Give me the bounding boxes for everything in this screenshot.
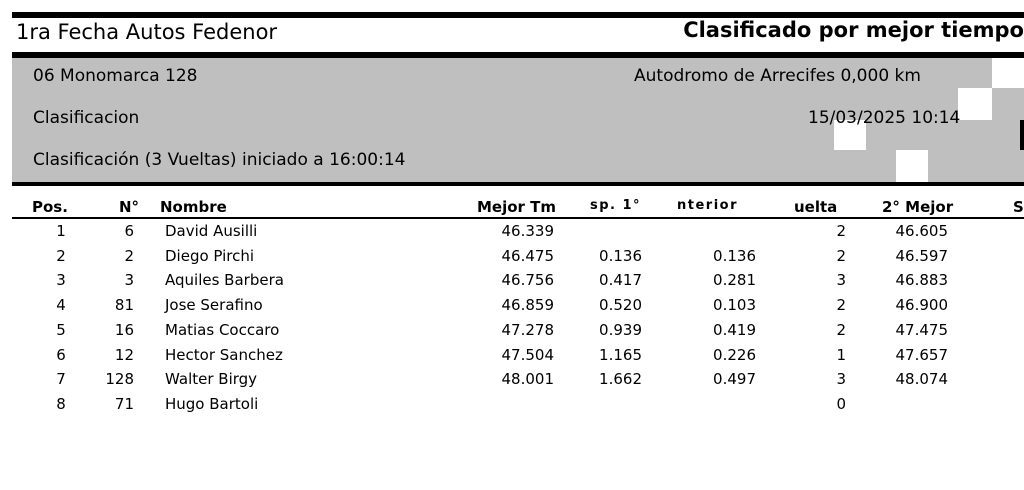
cell-name: Jose Serafino — [165, 296, 263, 315]
cell-num: 3 — [124, 271, 134, 290]
cell-best: 47.504 — [501, 345, 554, 364]
cell-lap: 3 — [836, 271, 846, 290]
cell-num: 128 — [105, 370, 134, 389]
cell-difprev: 0.497 — [713, 370, 756, 389]
cell-lap: 1 — [836, 345, 846, 364]
cell-pos: 3 — [56, 271, 66, 290]
col-header-difprev: nterior — [677, 198, 738, 213]
cell-dif1: 1.165 — [599, 345, 642, 364]
cell-pos: 7 — [56, 370, 66, 389]
cell-second: 46.605 — [895, 222, 948, 240]
col-header-second: 2° Mejor — [882, 198, 954, 216]
header-underline — [12, 217, 1024, 219]
cell-lap: 2 — [836, 222, 846, 240]
cell-difprev: 0.136 — [713, 246, 756, 265]
cell-lap: 3 — [836, 370, 846, 389]
cell-name: Diego Pirchi — [165, 246, 255, 265]
session-label: Clasificacion — [33, 108, 140, 128]
table-row — [0, 296, 1024, 320]
cell-name: David Ausilli — [165, 222, 258, 240]
cell-lap: 2 — [836, 296, 846, 315]
checkered-flag-square — [958, 88, 992, 120]
table-row — [0, 247, 1024, 271]
cell-best: 47.278 — [501, 320, 554, 339]
cell-lap: 2 — [836, 246, 846, 265]
col-header-lap: uelta — [794, 198, 838, 216]
cell-best: 46.859 — [501, 296, 554, 315]
cell-second: 47.657 — [895, 345, 948, 364]
cell-difprev: 0.419 — [713, 320, 756, 339]
panel-rule — [12, 182, 1024, 186]
cell-num: 81 — [114, 296, 134, 315]
session-detail: Clasificación (3 Vueltas) iniciado a 16:00:14 — [33, 150, 406, 170]
cell-second: 46.883 — [895, 271, 948, 290]
cell-dif1: 0.417 — [599, 271, 642, 290]
cell-lap: 2 — [836, 320, 846, 339]
checkered-flag-icon — [992, 58, 1024, 88]
col-header-num: N° — [119, 198, 140, 216]
cell-difprev: 0.103 — [713, 296, 756, 315]
cell-pos: 2 — [56, 246, 66, 265]
checkered-flag-square — [1020, 120, 1024, 150]
cell-second: 48.074 — [895, 370, 948, 389]
cell-name: Hector Sanchez — [165, 345, 283, 364]
cell-best: 48.001 — [501, 370, 554, 389]
cell-pos: 5 — [56, 320, 66, 339]
cell-best: 46.756 — [501, 271, 554, 290]
table-row — [0, 370, 1024, 394]
cell-dif1: 0.136 — [599, 246, 642, 265]
cell-num: 71 — [114, 394, 134, 413]
table-row — [0, 271, 1024, 295]
cell-num: 16 — [114, 320, 134, 339]
page-title: 1ra Fecha Autos Fedenor — [16, 20, 278, 44]
cell-num: 12 — [114, 345, 134, 364]
col-header-name: Nombre — [160, 198, 227, 216]
circuit-label: Autodromo de Arrecifes 0,000 km — [634, 66, 921, 86]
cell-dif1: 0.520 — [599, 296, 642, 315]
col-header-best: Mejor Tm — [477, 198, 557, 216]
cell-difprev: 0.281 — [713, 271, 756, 290]
session-datetime: 15/03/2025 10:14 — [808, 108, 961, 128]
col-header-pos: Pos. — [32, 198, 68, 216]
cell-num: 2 — [124, 246, 134, 265]
cell-pos: 8 — [56, 394, 66, 413]
session-info-panel — [12, 58, 1024, 182]
cell-lap: 0 — [836, 394, 846, 413]
cell-num: 6 — [124, 222, 134, 240]
cell-name: Aquiles Barbera — [165, 271, 284, 290]
category-label: 06 Monomarca 128 — [33, 66, 198, 86]
table-row — [0, 346, 1024, 370]
cell-best: 46.475 — [501, 246, 554, 265]
cell-name: Hugo Bartoli — [165, 394, 259, 413]
table-row — [0, 321, 1024, 345]
cell-best: 46.339 — [501, 222, 554, 240]
cell-pos: 1 — [56, 222, 66, 240]
col-header-dif1: sp. 1° — [590, 198, 642, 213]
table-row — [0, 222, 1024, 246]
cell-name: Matias Coccaro — [165, 320, 280, 339]
cell-name: Walter Birgy — [165, 370, 258, 389]
table-row — [0, 395, 1024, 419]
cell-dif1: 0.939 — [599, 320, 642, 339]
cell-dif1: 1.662 — [599, 370, 642, 389]
cell-pos: 4 — [56, 296, 66, 315]
cell-second: 47.475 — [895, 320, 948, 339]
cell-difprev: 0.226 — [713, 345, 756, 364]
cell-pos: 6 — [56, 345, 66, 364]
checkered-flag-square — [896, 150, 928, 182]
cell-second: 46.597 — [895, 246, 948, 265]
col-header-cut: S — [1013, 198, 1024, 216]
cell-second: 46.900 — [895, 296, 948, 315]
page-subtitle: Clasificado por mejor tiempo — [683, 18, 1024, 42]
